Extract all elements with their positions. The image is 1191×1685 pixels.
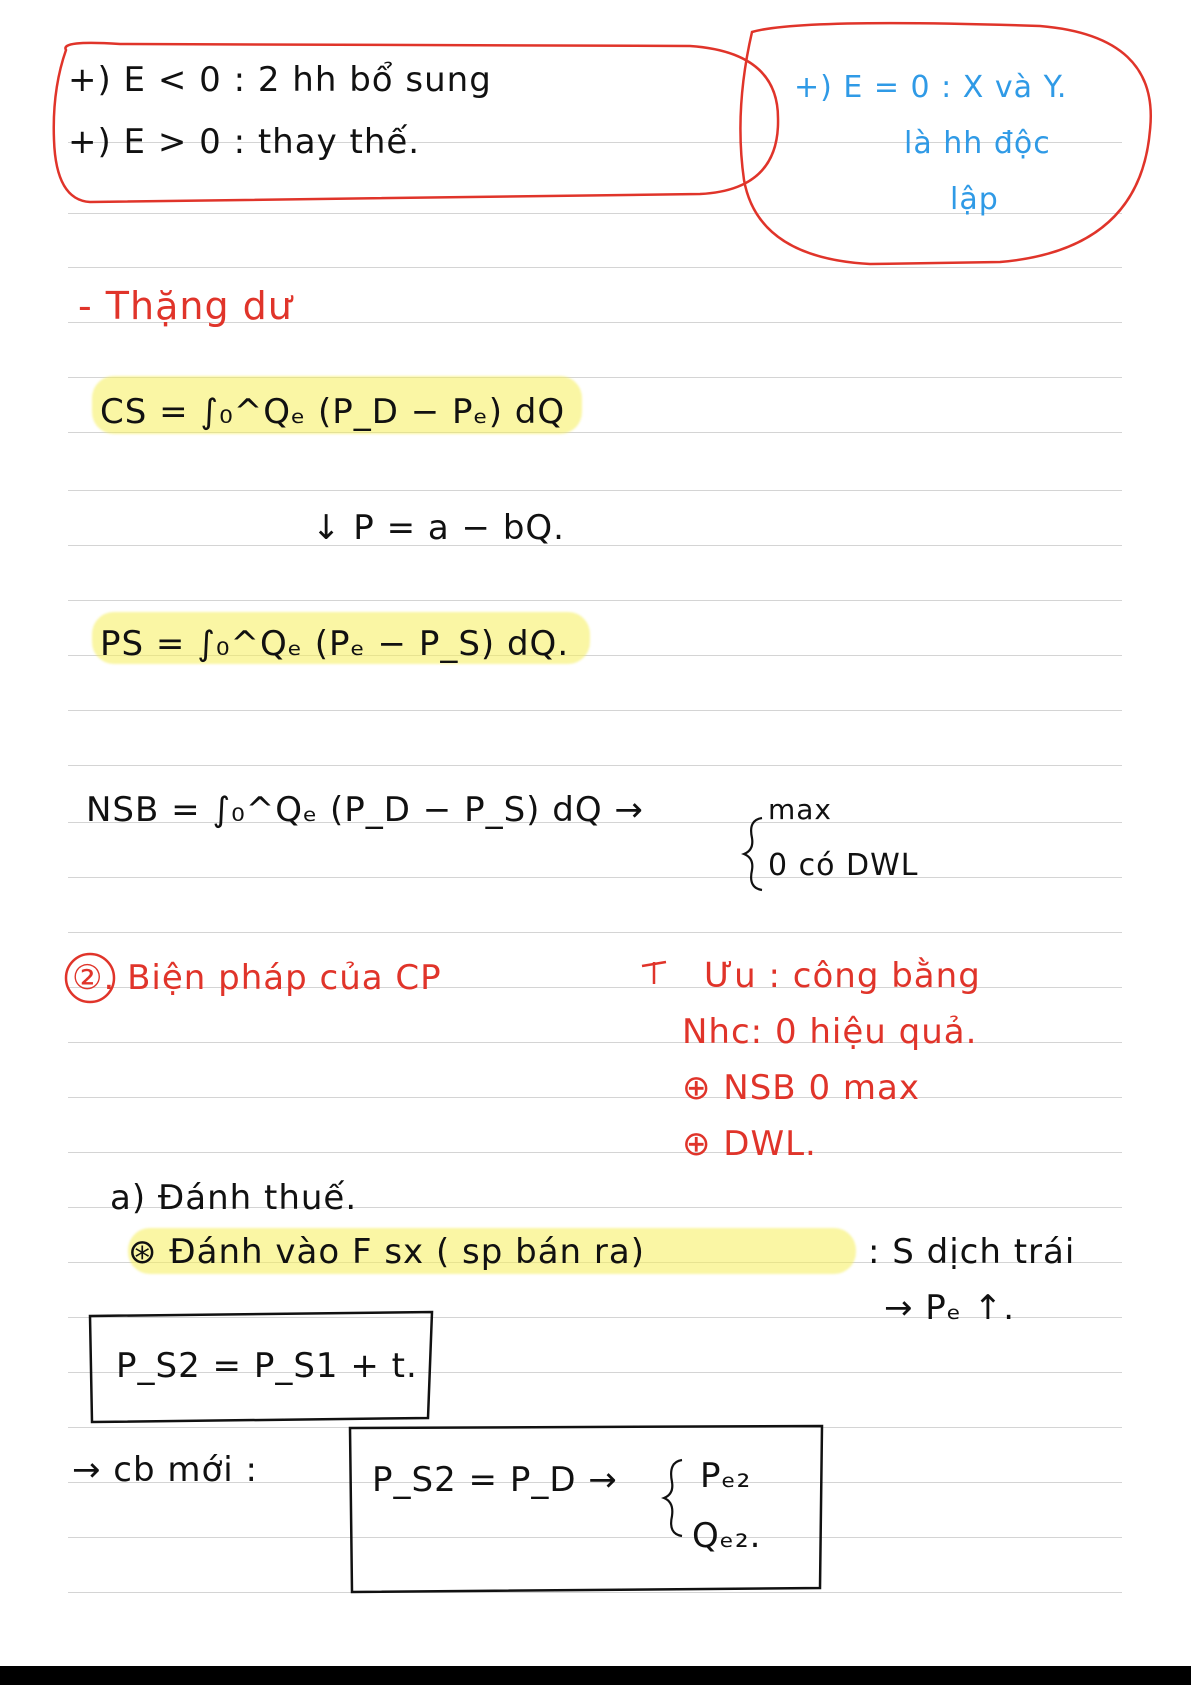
box-new-equilibrium <box>350 1426 822 1592</box>
brace-nsb <box>744 818 762 890</box>
measure-con: Nhc: 0 hiệu quả. <box>682 1012 978 1052</box>
tax-heading: a) Đánh thuế. <box>110 1178 358 1218</box>
producer-surplus-formula: PS = ∫₀^Qₑ (Pₑ − P_S) dQ. <box>100 624 570 664</box>
measure-con-nsb: ⊕ NSB 0 max <box>682 1068 920 1108</box>
red-bracket <box>642 962 666 984</box>
new-equilibrium-label: → cb mới : <box>72 1450 259 1490</box>
net-social-benefit-formula: NSB = ∫₀^Qₑ (P_D − P_S) dQ → <box>86 790 644 830</box>
surplus-heading: - Thặng dư <box>78 284 293 328</box>
elasticity-substitute: +) E > 0 : thay thế. <box>68 122 421 162</box>
new-equilibrium-quantity: Qₑ₂. <box>692 1516 762 1556</box>
consumer-surplus-formula: CS = ∫₀^Qₑ (P_D − Pₑ) dQ <box>100 392 566 432</box>
brace-new-equilibrium <box>664 1460 682 1536</box>
new-equilibrium-price: Pₑ₂ <box>700 1456 752 1496</box>
measure-pro: Ưu : công bằng <box>704 956 981 996</box>
tax-effect: : S dịch trái <box>868 1232 1076 1272</box>
section-two-heading: ②. Biện pháp của CP <box>72 958 442 998</box>
elasticity-complement: +) E < 0 : 2 hh bổ sung <box>68 60 492 100</box>
measure-con-dwl: ⊕ DWL. <box>682 1124 817 1164</box>
nsb-no-dwl: 0 có DWL <box>768 848 919 883</box>
demand-function: ↓ P = a − bQ. <box>312 508 565 548</box>
elasticity-independent-cont: lập <box>950 182 999 217</box>
elasticity-independent: là hh độc <box>904 126 1051 161</box>
bottom-edge-bar <box>0 1666 1191 1685</box>
nsb-max: max <box>768 793 833 826</box>
new-equilibrium-condition: P_S2 = P_D → <box>372 1460 618 1500</box>
tax-on-producer: ⊛ Đánh vào F sx ( sp bán ra) <box>128 1232 645 1272</box>
elasticity-zero: +) E = 0 : X và Y. <box>794 70 1068 105</box>
tax-price-result: → Pₑ ↑. <box>884 1288 1016 1328</box>
tax-supply-formula: P_S2 = P_S1 + t. <box>116 1346 418 1386</box>
